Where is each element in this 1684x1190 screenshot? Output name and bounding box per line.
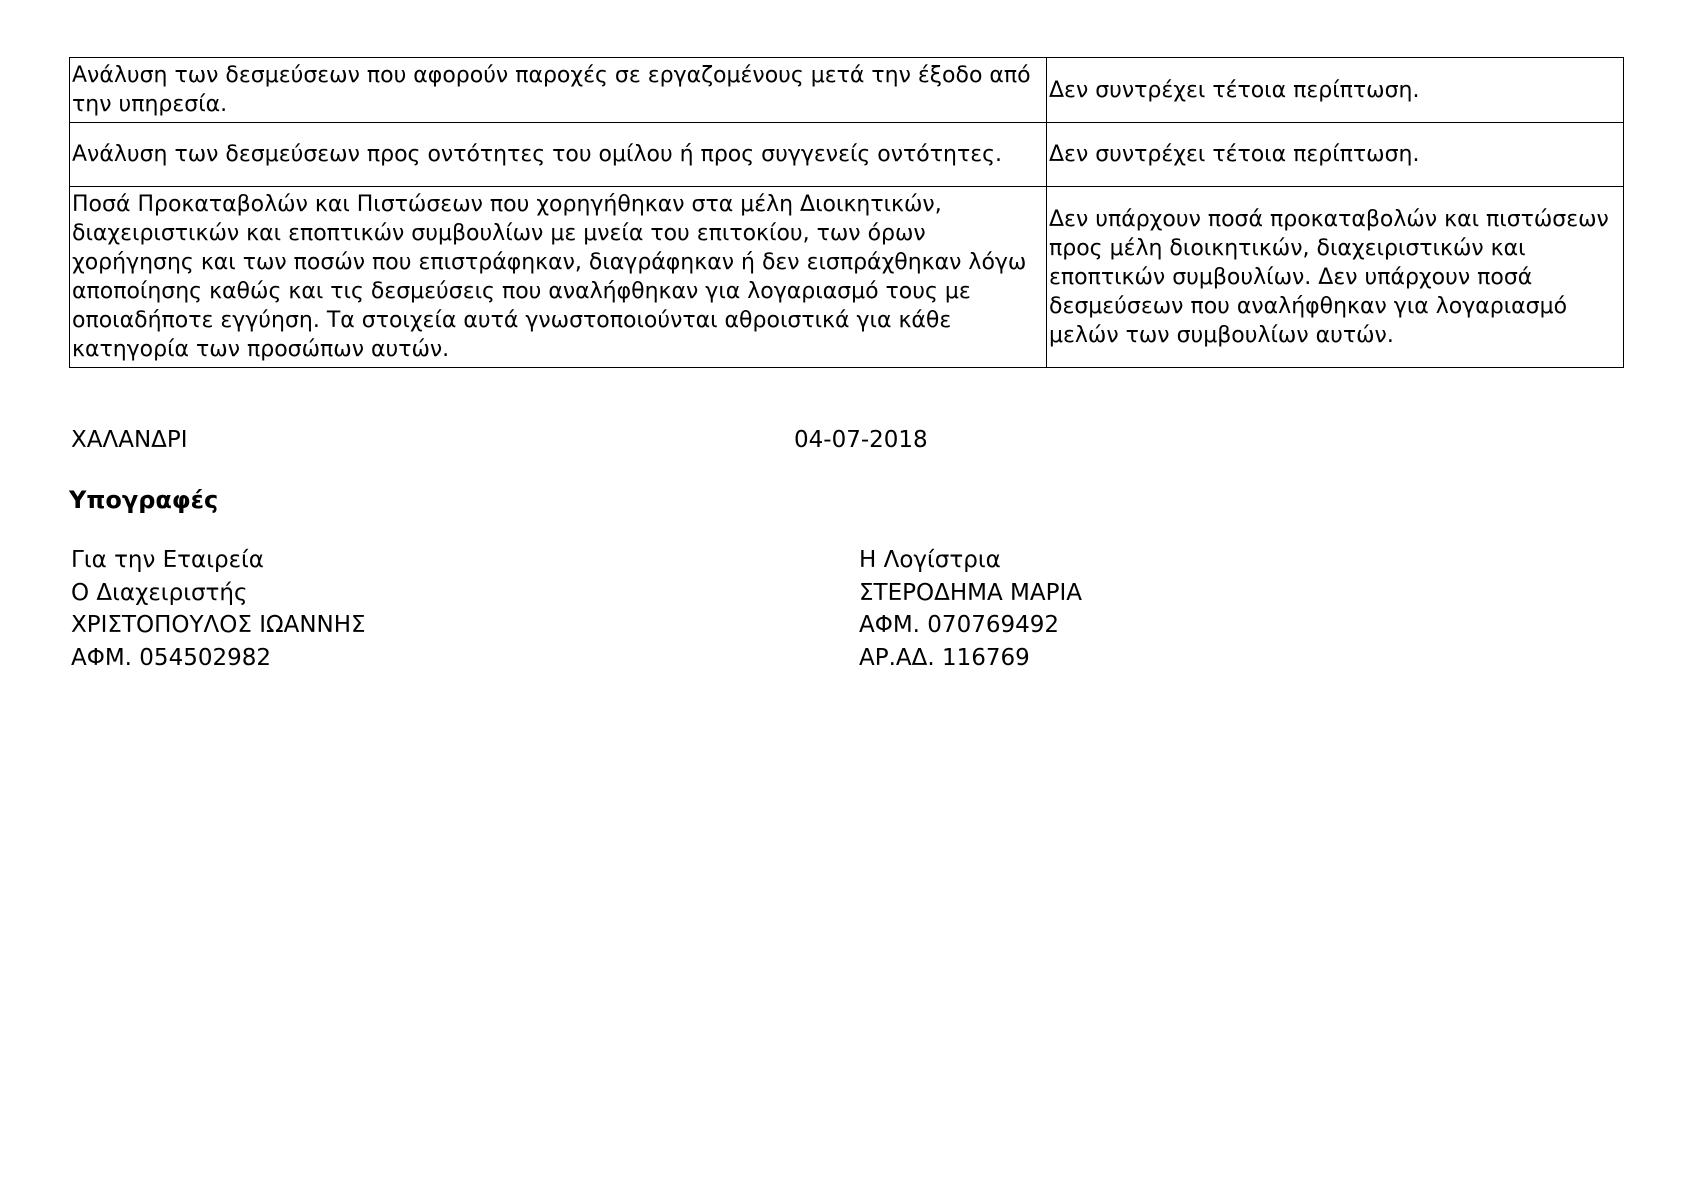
table-row <box>70 123 1624 187</box>
disclosure-description: Ανάλυση των δεσμεύσεων που αφορούν παροχές σε εργαζομένους μετά την έξοδο από την υπηρεσία. <box>70 58 1047 123</box>
company-label: Για την Εταιρεία <box>71 547 264 573</box>
disclosure-answer: Δεν υπάρχουν ποσά προκαταβολών και πιστώσεων προς μέλη διοικητικών, διαχειριστικών και εποπτικών συμβουλίων. Δεν υπάρχουν ποσά δεσμεύσεων που αναλήφθηκαν για λογαριασμό μελών των συμβουλίων αυτών. <box>1047 187 1624 368</box>
place-label: ΧΑΛΑΝΔΡΙ <box>71 427 188 453</box>
accountant-role: Η Λογίστρια <box>859 547 1001 573</box>
disclosures-table <box>69 57 1624 368</box>
disclosure-description: Ποσά Προκαταβολών και Πιστώσεων που χορηγήθηκαν στα μέλη Διοικητικών, διαχειριστικών και εποπτικών συμβουλίων με μνεία του επιτοκίου, των όρων χορήγησης και των ποσών που επιστράφηκαν, διαγράφηκαν ή δεν εισπράχθηκαν λόγω αποποίησης καθώς και τις δεσμεύσεις που αναλήφθηκαν για λογαριασμό τους με οποιαδήποτε εγγύηση. Τα στοιχεία αυτά γνωστοποιούνται αθροιστικά για κάθε κατηγορία των προσώπων αυτών. <box>70 187 1047 368</box>
accountant-tax-id: ΑΦΜ. 070769492 <box>859 612 1060 638</box>
company-signature-block <box>71 544 366 674</box>
company-role: Ο Διαχειριστής <box>71 579 248 606</box>
accountant-signature-block <box>859 544 1082 674</box>
disclosure-answer: Δεν συντρέχει τέτοια περίπτωση. <box>1047 58 1624 123</box>
disclosure-answer: Δεν συντρέχει τέτοια περίπτωση. <box>1047 123 1624 187</box>
signatures-heading: Υπογραφές <box>69 486 219 514</box>
date-label: 04-07-2018 <box>794 427 928 453</box>
accountant-name: ΣΤΕΡΟΔΗΜΑ ΜΑΡΙΑ <box>859 579 1082 606</box>
company-signatory-name: ΧΡΙΣΤΟΠΟΥΛΟΣ ΙΩΑΝΝΗΣ <box>71 612 366 638</box>
company-tax-id: ΑΦΜ. 054502982 <box>71 644 272 671</box>
table-row <box>70 58 1624 123</box>
disclosure-description: Ανάλυση των δεσμεύσεων προς οντότητες του ομίλου ή προς συγγενείς οντότητες. <box>70 123 1047 187</box>
accountant-id-number: ΑΡ.ΑΔ. 116769 <box>859 644 1030 671</box>
table-row <box>70 187 1624 368</box>
